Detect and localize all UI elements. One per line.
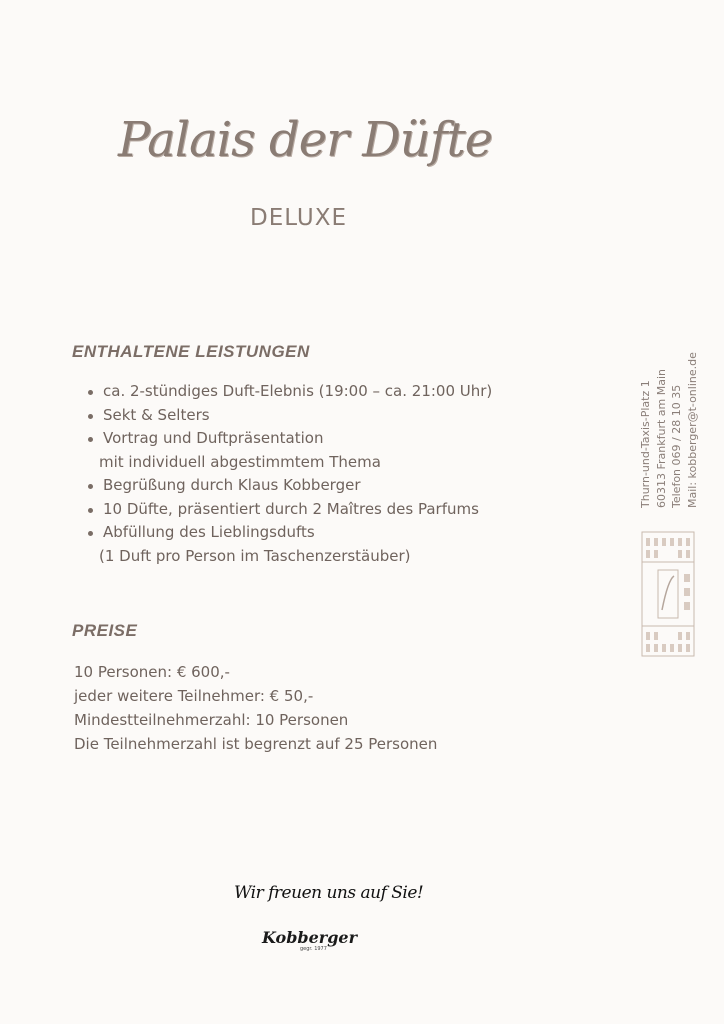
list-item-text: Begrüßung durch Klaus Kobberger [103,476,361,494]
list-item-subtext: (1 Duft pro Person im Taschenzerstäuber) [99,546,411,565]
brand-tagline: gegr. 1977 [300,946,327,952]
contact-phone: Telefon 069 / 28 10 35 [670,384,683,508]
list-item-text: Vortrag und Duftpräsentation [103,429,324,447]
contact-mail[interactable]: Mail: kobberger@t-online.de [685,352,699,508]
list-item-text: Sekt & Selters [103,405,210,424]
prices-block [74,660,437,756]
services-list [88,380,492,568]
list-item [88,404,492,428]
prices-heading: PREISE [72,621,138,640]
page-subtitle: DELUXE [250,205,348,231]
list-item-subtext: mit individuell abgestimmtem Thema [99,452,381,471]
list-item [88,498,492,522]
list-item-text: ca. 2-stündiges Duft-Elebnis (19:00 – ca. 21:00 Uhr) [103,382,493,400]
list-item-text: 10 Düfte, präsentiert durch 2 Maîtres des Parfums [103,499,479,518]
list-item [88,380,492,404]
closing-signature: Wir freuen uns auf Sie! [234,883,424,903]
brand-logo: Kobberger [262,928,358,947]
contact-address [638,352,700,508]
price-line: Die Teilnehmerzahl ist begrenzt auf 25 Personen [74,735,438,753]
list-item [88,521,492,568]
list-item-text: Abfüllung des Lieblingsdufts [103,523,315,541]
services-heading: ENTHALTENE LEISTUNGEN [72,342,310,361]
page-title: Palais der Düfte [118,112,493,168]
price-line: Mindestteilnehmerzahl: 10 Personen [74,711,349,729]
building-logo [640,530,696,658]
contact-street: Thurn-und-Taxis-Platz 1 [639,380,652,508]
contact-city: 60313 Frankfurt am Main [654,368,668,508]
price-line: jeder weitere Teilnehmer: € 50,- [74,687,314,705]
price-line: 10 Personen: € 600,- [74,663,230,681]
list-item [88,474,492,498]
list-item [88,427,492,474]
